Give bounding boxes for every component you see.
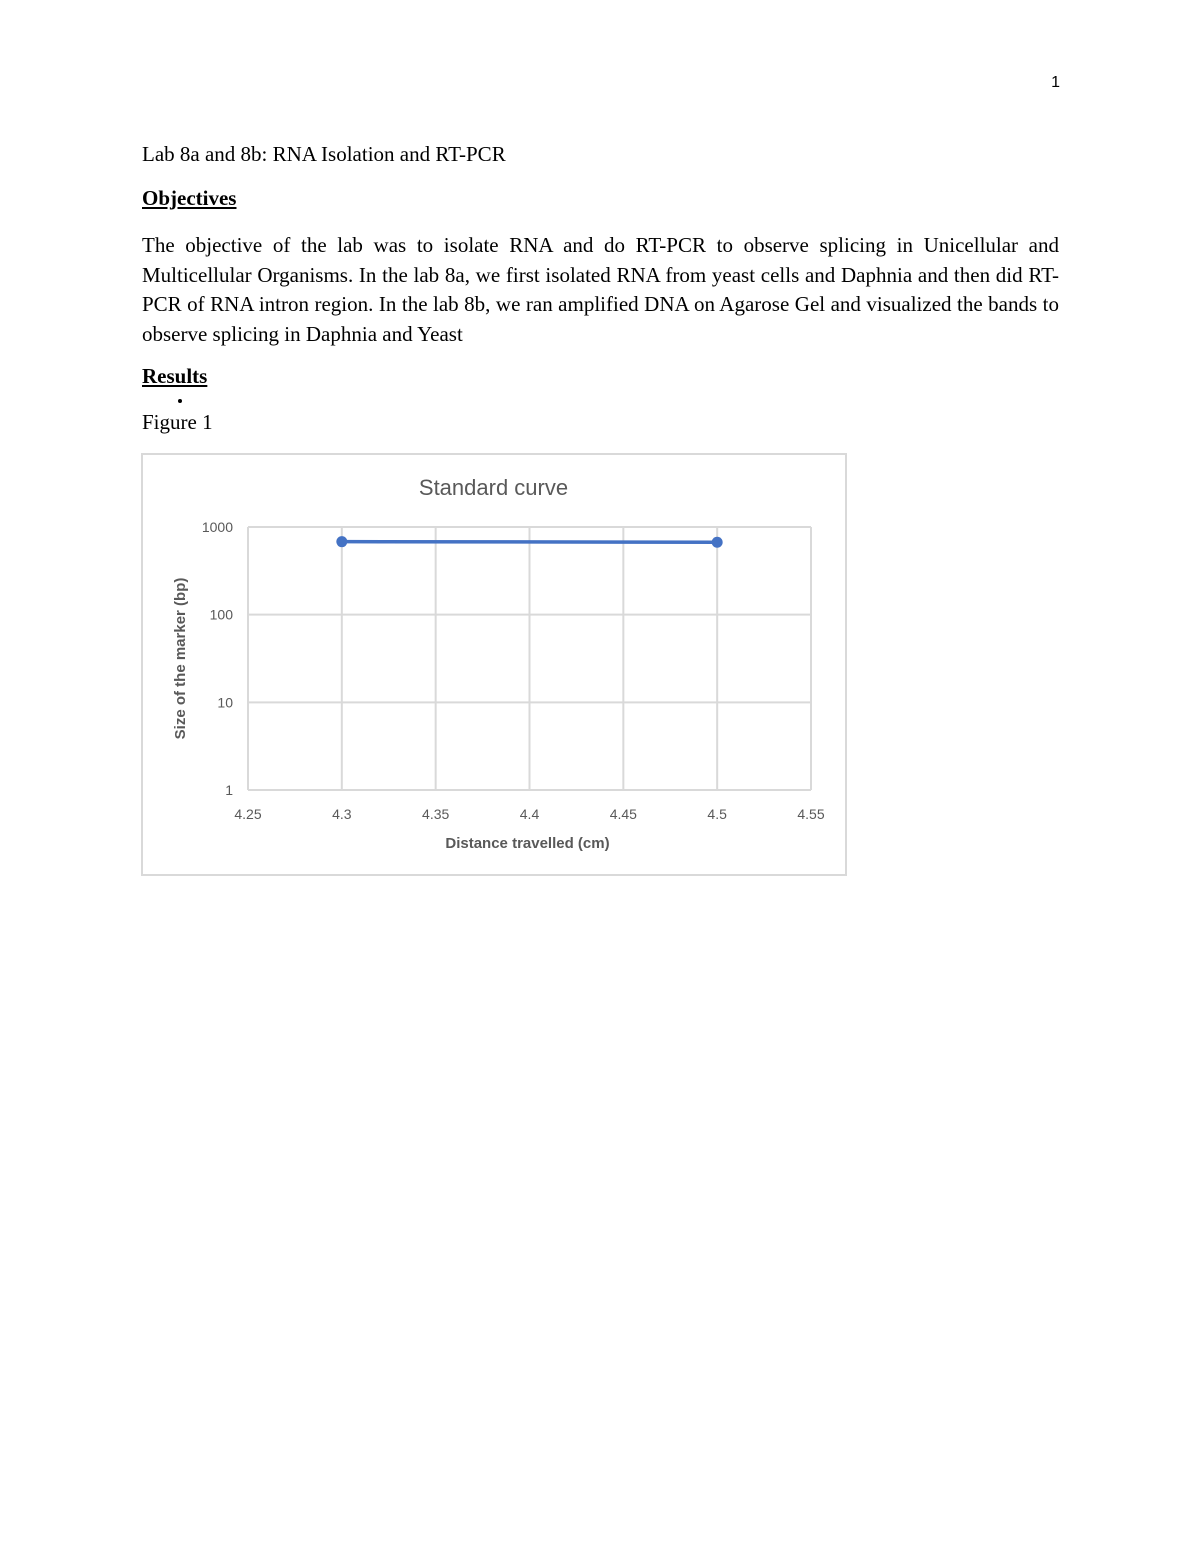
x-tick-label: 4.4 — [519, 806, 540, 822]
data-point — [712, 537, 723, 548]
chart-title: Standard curve — [418, 475, 569, 500]
x-tick-label: 4.45 — [609, 806, 637, 822]
results-heading: Results — [142, 364, 208, 388]
y-tick-label: 100 — [209, 606, 233, 623]
bullet-dot — [178, 399, 182, 403]
data-point — [336, 536, 347, 547]
page-number: 1 — [1051, 74, 1060, 91]
x-tick-label: 4.5 — [707, 806, 727, 822]
x-tick-label: 4.35 — [422, 806, 450, 822]
objectives-heading: Objectives — [142, 186, 237, 210]
y-tick-label: 1000 — [201, 519, 233, 535]
figure-label: Figure 1 — [142, 410, 213, 434]
series-line — [342, 542, 717, 543]
x-tick-label: 4.3 — [332, 806, 352, 822]
objectives-paragraph: The objective of the lab was to isolate RNA and do RT-PCR to observe splicing in Unicellular and Multicellular Organisms. In the lab 8a, we first isolated RNA from yeast cells and Daphnia and then did RT-PCR of RNA intron region. In the lab 8b, we ran amplified DNA on Agarose Gel and visualized the bands to observe splicing in Daphnia and Yeast — [142, 233, 1059, 346]
document-title: Lab 8a and 8b: RNA Isolation and RT-PCR — [142, 142, 506, 166]
chart-frame — [141, 453, 847, 876]
x-tick-label: 4.25 — [234, 806, 262, 822]
y-tick-label: 10 — [217, 694, 233, 711]
y-tick-label: 1 — [225, 782, 233, 798]
x-axis-label: Distance travelled (cm) — [445, 835, 610, 852]
y-axis-label: Size of the marker (bp) — [172, 577, 189, 740]
standard-curve-chart — [143, 455, 845, 874]
x-tick-label: 4.55 — [797, 806, 825, 822]
